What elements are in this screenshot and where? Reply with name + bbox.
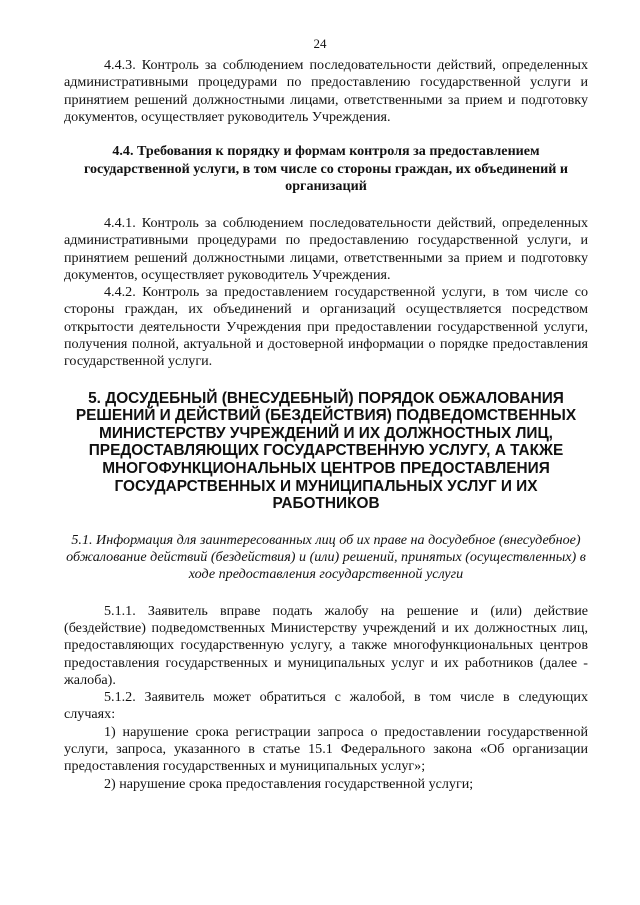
list-item-2: 2) нарушение срока предоставления государственной услуги;: [104, 775, 474, 792]
paragraph-5-1-2: 5.1.2. Заявитель может обратиться с жалобой, в том числе в следующих случаях:: [64, 689, 588, 723]
section-heading-4-4: 4.4. Требования к порядку и формам контроля за предоставлением государственной услуги, в том числе со стороны граждан, их объединений и организаций: [83, 143, 569, 195]
paragraph-4-4-1: 4.4.1. Контроль за соблюдением последовательности действий, определенных административными процедурами по предоставлению государственной услуги, и принятием решений должностными лицами, ответственными за прием и подготовку документов, осуществляет руководитель Учреждения.: [64, 214, 588, 283]
paragraph-5-1-1: 5.1.1. Заявитель вправе подать жалобу на решение и (или) действие (бездействие) подведомственных Министерству учреждений и их должностных лиц, предоставляющих государственную услугу, а также многофункциональных центров предоставления государственных и муниципальных услуг и их работников (далее - жалоба).: [64, 602, 588, 688]
list-item-1: 1) нарушение срока регистрации запроса о предоставлении государственной услуги, запроса, указанного в статье 15.1 Федерального закона «Об организации предоставления государственных и муниципальных услуг»;: [64, 723, 588, 775]
paragraph-4-4-3: 4.4.3. Контроль за соблюдением последовательности действий, определенных административными процедурами по предоставлению государственной услуги и принятием решений должностными лицами, ответственными за прием и подготовку документов, осуществляет руководитель Учреждения.: [64, 57, 588, 125]
page-content: [64, 57, 588, 793]
paragraph-4-4-2: 4.4.2. Контроль за предоставлением государственной услуги, в том числе со стороны граждан, их объединений и организаций осуществляется посредством открытости деятельности Учреждения при предоставлении государственной услуги, получения полной, актуальной и достоверной информации о порядке предоставления государственной услуги.: [64, 284, 588, 370]
subsection-heading-5-1: 5.1. Информация для заинтересованных лиц об их праве на досудебное (внесудебное) обжалование действий (бездействия) и (или) решений, принятых (осуществленных) в ходе предоставления государственной услуги: [66, 531, 586, 583]
page-number: 24: [313, 36, 327, 51]
chapter-heading-5: 5. ДОСУДЕБНЫЙ (ВНЕСУДЕБНЫЙ) ПОРЯДОК ОБЖАЛОВАНИЯ РЕШЕНИЙ И ДЕЙСТВИЙ (БЕЗДЕЙСТВИЯ) ПОДВЕДОМСТВЕННЫХ МИНИСТЕРСТВУ УЧРЕЖДЕНИЙ И ИХ ДОЛЖНОСТНЫХ ЛИЦ, ПРЕДОСТАВЛЯЮЩИХ ГОСУДАРСТВЕННУЮ УСЛУГУ, А ТАКЖЕ МНОГОФУНКЦИОНАЛЬНЫХ ЦЕНТРОВ ПРЕДОСТАВЛЕНИЯ ГОСУДАРСТВЕННЫХ И МУНИЦИПАЛЬНЫХ УСЛУГ И ИХ РАБОТНИКОВ: [75, 389, 577, 513]
